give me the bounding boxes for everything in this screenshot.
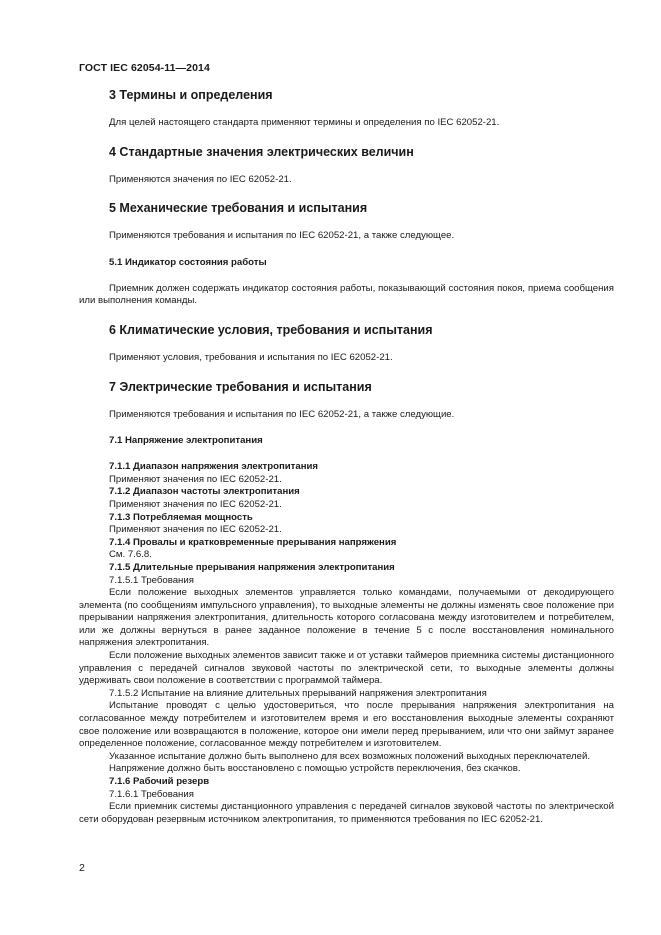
section-7-1-1-text: Применяют значения по IEC 62052-21. <box>109 473 282 485</box>
section-7-1-5-2-title: 7.1.5.2 Испытание на влияние длительных прерываний напряжения электропитания <box>109 687 487 699</box>
section-7-1-5-1-paragraph-2: Если положение выходных элементов зависит также и от уставки таймеров приемника системы дистанционного управления с передачей сигналов звуковой частоты по электрической сети, то выходные элементы должны удерживать свои положение в соответствии с программой таймера. <box>79 650 614 687</box>
document-body <box>79 88 614 826</box>
section-7-1-1-title: 7.1.1 Диапазон напряжения электропитания <box>109 461 318 473</box>
section-7-1-2-title: 7.1.2 Диапазон частоты электропитания <box>109 486 300 498</box>
section-7-1-5-2-paragraph-2: Указанное испытание должно быть выполнено для всех возможных положений выходных переключателей. <box>109 750 590 762</box>
section-4-title: 4 Стандартные значения электрических величин <box>109 144 414 159</box>
section-7-1-2-text: Применяют значения по IEC 62052-21. <box>109 498 282 510</box>
section-7-1-4-text: См. 7.6.8. <box>109 549 152 561</box>
section-6-text: Применяют условия, требования и испытания по IEC 62052-21. <box>109 351 393 363</box>
section-3-text: Для целей настоящего стандарта применяют термины и определения по IEC 62052-21. <box>109 117 500 128</box>
section-7-1-5-1-paragraph-1: Если положение выходных элементов управляется только командами, получаемыми от декодирующего элемента (по сообщениям импульсного управления), то выходные элементы не должны изменять свое положение при прерывании напряжения электропитания, длительность которого согласована между изготовителем и потребителем, или же должны вернуться в ранее заданное положение в течение 5 с после восстановления номинального напряжения электропитания. <box>79 587 614 649</box>
section-7-1-5-1-title: 7.1.5.1 Требования <box>109 574 194 586</box>
section-7-title: 7 Электрические требования и испытания <box>109 379 372 394</box>
section-7-1-6-1-paragraph-1: Если приемник системы дистанционного управления с передачей сигналов звуковой частоты по электрической сети оборудован резервным источником электропитания, то применяются требования по IEC 62052-21. <box>79 801 614 825</box>
section-7-1-6-title: 7.1.6 Рабочий резерв <box>109 776 210 787</box>
section-6-title: 6 Климатические условия, требования и испытания <box>109 322 433 337</box>
document-header: ГОСТ IEC 62054-11—2014 <box>79 62 210 74</box>
section-7-1-6-1-title: 7.1.6.1 Требования <box>109 788 194 800</box>
section-7-1-5-2-paragraph-3: Напряжение должно быть восстановлено с помощью устройств переключения, без скачков. <box>109 763 521 775</box>
section-7-text: Применяются требования и испытания по IEC 62052-21, а также следующие. <box>109 408 455 420</box>
section-7-1-4-title: 7.1.4 Провалы и кратковременные прерывания напряжения <box>109 536 397 548</box>
section-4-text: Применяются значения по IEC 62052-21. <box>109 173 292 185</box>
section-5-1-text: Приемник должен содержать индикатор состояния работы, показывающий состояния покоя, приема сообщения или выполнения команды. <box>79 282 614 307</box>
section-7-1-5-title: 7.1.5 Длительные прерывания напряжения электропитания <box>109 561 395 573</box>
section-7-1-3-title: 7.1.3 Потребляемая мощность <box>109 511 253 523</box>
section-3-title: 3 Термины и определения <box>109 88 273 102</box>
section-7-1-5-2-paragraph-1: Испытание проводят с целью удостовериться, что после прерывания напряжения электропитания на согласованное между потребителем и изготовителем время и его восстановления выходные элементы сохраняют свое положение или возвращаются в положение, которое они имели перед прерыванием, или что они займут заранее определенное положение, согласованное между потребителем и изготовителем. <box>79 700 614 750</box>
page-number: 2 <box>79 862 85 874</box>
section-5-title: 5 Механические требования и испытания <box>109 201 368 216</box>
section-7-1-title: 7.1 Напряжение электропитания <box>109 435 263 447</box>
section-7-1-3-text: Применяют значения по IEC 62052-21. <box>109 524 282 536</box>
section-5-text: Применяются требования и испытания по IEC 62052-21, а также следующее. <box>109 230 455 242</box>
section-5-1-title: 5.1 Индикатор состояния работы <box>109 256 267 268</box>
